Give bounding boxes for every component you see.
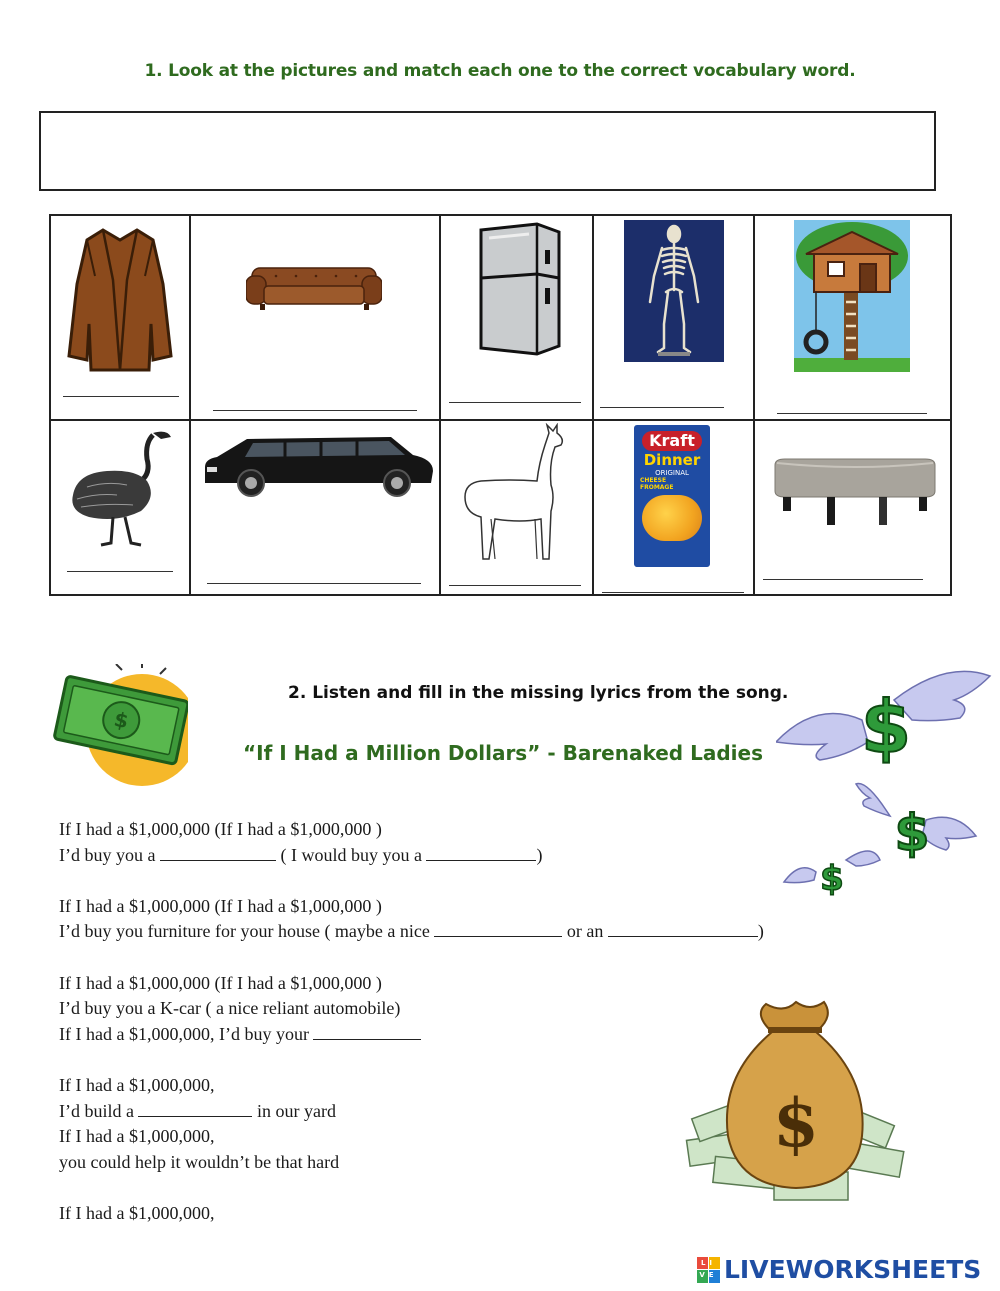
lyric-line: If I had a $1,000,000 (If I had a $1,000,000 ) bbox=[59, 972, 382, 993]
dollar-bills-sun-icon bbox=[52, 664, 188, 788]
skeleton-icon bbox=[624, 220, 724, 362]
vocabulary-word-bank-box bbox=[39, 111, 936, 191]
lyric-line: I’d buy you a K-car ( a nice reliant automobile) bbox=[59, 998, 401, 1019]
lyric-line: I’d buy you a ( I would buy you a ) bbox=[59, 844, 543, 865]
lyric-line: I’d buy you furniture for your house ( maybe a nice or an ) bbox=[59, 921, 764, 942]
kraft-dinner-box-icon bbox=[634, 425, 710, 567]
lyric-line: you could help it wouldn’t be that hard bbox=[59, 1151, 340, 1172]
answer-blank-line[interactable] bbox=[449, 585, 581, 586]
answer-blank-line[interactable] bbox=[763, 579, 923, 580]
svg-text:$: $ bbox=[860, 685, 912, 769]
svg-text:$: $ bbox=[894, 804, 930, 862]
answer-blank-line[interactable] bbox=[213, 410, 417, 411]
flying-dollar-signs-icon bbox=[776, 660, 996, 896]
picture-cell-emu bbox=[50, 420, 190, 595]
song-lyrics bbox=[59, 817, 764, 1227]
picture-cell-skeleton bbox=[593, 215, 754, 420]
picture-cell-sofa bbox=[190, 215, 440, 420]
liveworksheets-logo-text[interactable]: LIVEWORKSHEETS bbox=[724, 1255, 982, 1284]
refrigerator-icon bbox=[475, 222, 563, 356]
cheese-flavor-text: CHEESE FROMAGE bbox=[640, 477, 674, 491]
fur-coat-icon bbox=[67, 224, 173, 374]
answer-blank-line[interactable] bbox=[602, 592, 744, 593]
logo-icon-letters: LIVE bbox=[699, 1259, 718, 1279]
answer-blank-line[interactable] bbox=[600, 407, 724, 408]
lyric-line: I’d build a in our yard bbox=[59, 1100, 336, 1121]
lyric-blank[interactable] bbox=[434, 921, 562, 937]
lyric-blank[interactable] bbox=[160, 845, 276, 861]
kraft-brand-text: Kraft bbox=[642, 431, 702, 451]
lyric-blank[interactable] bbox=[313, 1024, 421, 1040]
answer-blank-line[interactable] bbox=[207, 583, 421, 584]
lyric-line: If I had a $1,000,000, bbox=[59, 1074, 215, 1095]
svg-text:$: $ bbox=[820, 859, 844, 896]
dinner-product-text: Dinner bbox=[643, 451, 701, 469]
lyric-line: If I had a $1,000,000 (If I had a $1,000,000 ) bbox=[59, 895, 382, 916]
chesterfield-sofa-icon bbox=[246, 262, 382, 312]
original-label-text: ORIGINAL bbox=[655, 469, 689, 477]
picture-cell-tree-house bbox=[754, 215, 951, 420]
llama-icon bbox=[461, 423, 571, 563]
lyric-line: If I had a $1,000,000, I’d buy your bbox=[59, 1022, 764, 1048]
picture-matching-table bbox=[49, 214, 952, 596]
lyric-blank[interactable] bbox=[608, 921, 758, 937]
section-2-instruction: 2. Listen and fill in the missing lyrics from the song. bbox=[288, 683, 789, 703]
emu-icon bbox=[67, 423, 175, 547]
lyric-blank[interactable] bbox=[138, 1101, 252, 1117]
picture-cell-refrigerator bbox=[440, 215, 593, 420]
picture-cell-fur-coat bbox=[50, 215, 190, 420]
answer-blank-line[interactable] bbox=[777, 413, 927, 414]
lyric-blank[interactable] bbox=[426, 845, 536, 861]
svg-text:$: $ bbox=[111, 706, 131, 734]
macaroni-image bbox=[642, 495, 702, 541]
lyric-line: If I had a $1,000,000, bbox=[59, 1126, 215, 1147]
answer-blank-line[interactable] bbox=[449, 402, 581, 403]
tree-house-icon bbox=[794, 220, 910, 372]
picture-cell-ottoman bbox=[754, 420, 951, 595]
picture-cell-kraft-dinner bbox=[593, 420, 754, 595]
ottoman-icon bbox=[769, 455, 941, 527]
limousine-icon bbox=[201, 429, 437, 499]
picture-cell-llama bbox=[440, 420, 593, 595]
song-title: “If I Had a Million Dollars” - Barenaked Ladies bbox=[243, 741, 763, 765]
lyric-line: If I had a $1,000,000 (If I had a $1,000,000 ) bbox=[59, 819, 382, 839]
lyric-line: If I had a $1,000,000, bbox=[59, 1202, 215, 1223]
svg-text:$: $ bbox=[773, 1084, 819, 1162]
answer-blank-line[interactable] bbox=[63, 396, 179, 397]
section-1-instruction: 1. Look at the pictures and match each one to the correct vocabulary word. bbox=[144, 61, 856, 81]
money-bag-icon bbox=[684, 996, 906, 1210]
answer-blank-line[interactable] bbox=[67, 571, 173, 572]
picture-cell-limousine bbox=[190, 420, 440, 595]
